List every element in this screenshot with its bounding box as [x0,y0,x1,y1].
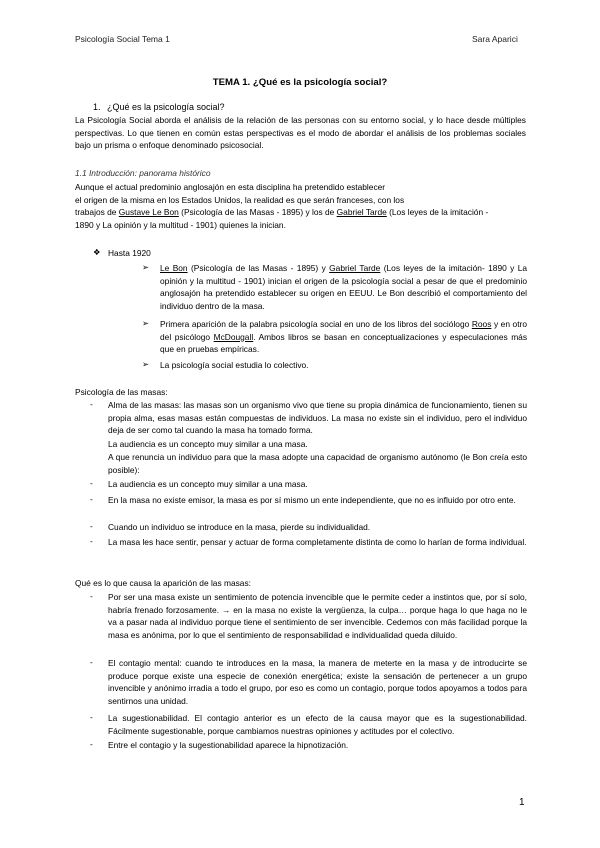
item-text: (Los leyes de la imitación- 1890 y La opinión y la multitud - 1901) inician el origen de la psicología social a pesar de que el predominio anglosajón ha pretendido establecer su origen en EEUU. Le Bon describió el comportamiento del individuo dentro de la masa. [160,263,528,311]
intro-paragraph [75,181,526,231]
intro-heading: 1.1 Introducción: panorama histórico [75,168,211,178]
document-title: TEMA 1. ¿Qué es la psicología social? [212,77,388,88]
header-right: Sara Aparici [472,34,518,44]
intro-line-3 [75,206,526,219]
masas-item-4: La audiencia es un concepto muy similar a una masa. [108,479,308,489]
item-text: . Ambos libros se basan en conceptualizaciones y especulaciones más que en pruebas empíricas. [160,331,528,355]
causa-item-1: Por ser una masa existe un sentimiento de potencia invencible que le permite ceder a instintos que, por sí solo, habría frenado forzosamente. → en la masa no existe la vergüenza, la culpa… porque haga lo que haga no le va a pasar nada al individuo porque tiene el sentimiento de ser invencible. Cedemos con más facilidad porque la masa es anónima, por lo que el sentimiento de responsabilidad e individualidad queda diluido. [108,592,527,640]
hasta-item-3: La psicología social estudia lo colectivo. [160,360,309,370]
le-bon-ref: Le Bon [160,263,188,273]
tarde-ref: Gabriel Tarde [329,263,381,273]
intro-line-4: 1890 y La opinión y la multitud - 1901) quienes la inician. [75,219,286,230]
hasta-item-2 [160,318,527,356]
item-text: y en otro del psicólogo [160,319,527,342]
dash-bullet: - [90,494,93,504]
mcdougall-ref: McDougall [213,331,254,342]
causa-item-4: Entre el contagio y la sugestionabilidad aparece la hipnotización. [108,740,349,750]
tarde-link: Gabriel Tarde [336,207,387,218]
causa-heading: Qué es lo que causa la aparición de las masas: [75,578,251,588]
item-text: Primera aparición de la palabra psicología social en uno de los libros del sociólogo [160,319,472,329]
masas-item-3: A que renuncia un individuo para que la masa adopte una capacidad de organismo autónomo (le Bon creía esto posible): [108,452,527,475]
item-text: (Psicología de las Masas - 1895) y [187,263,330,273]
diamond-bullet-icon: ❖ [93,247,101,257]
dash-bullet: - [90,739,93,749]
dash-bullet: - [90,478,93,488]
masas-item-1: Alma de las masas: las masas son un organismo vivo que tiene su propia dinámica de funcionamiento, tienen su propia alma, esas masas están compuestas de individuos. La masa no existe sin el individuo, pero el individuo deja de ser como tal cuando la masa ha tomado forma. [108,400,527,436]
section-number: 1. [93,102,101,112]
causa-item-2: El contagio mental: cuando te introduces en la masa, la manera de meterte en la masa y de introducirte se produce porque existe una especie de conexión energética; existe la sensación de pertenecer a un grupo invencible y anónimo irradia a todo el grupo, por eso es como un contagio, porque todos apoyamos a todos para sentirnos una unidad. [108,658,527,706]
hasta-label: Hasta 1920 [108,248,151,258]
masas-heading: Psicología de las masas: [75,387,168,397]
dash-bullet: - [90,712,93,722]
intro-line-1: Aunque el actual predominio anglosajón en esta disciplina ha pretendido establecer [75,182,386,192]
le-bon-link: Gustave Le Bon [118,207,179,218]
hasta-item-1 [160,262,527,312]
masas-item-5: En la masa no existe emisor, la masa es por sí mismo un ente independiente, que no es influido por otro ente. [108,495,516,505]
header-left: Psicología Social Tema 1 [75,34,170,44]
arrow-bullet-icon: ➢ [142,262,150,272]
dash-bullet: - [90,399,93,409]
causa-item-3: La sugestionabilidad. El contagio anterior es un efecto de la causa mayor que es la sugestionabilidad. Fácilmente sugestionable, porque cambiamos nuestras opiniones y actitudes por el colectivo. [108,713,527,736]
dash-bullet: - [90,521,93,531]
dash-bullet: - [90,591,93,601]
page-number: 1 [519,797,525,808]
intro-text: (Los leyes de la imitación - [386,207,489,218]
section-heading: ¿Qué es la psicología social? [107,102,225,112]
intro-text: (Psicología de las Masas - 1895) y los de [178,207,337,218]
arrow-bullet-icon: ➢ [142,359,150,369]
section-paragraph: La Psicología Social aborda el análisis de la relación de las personas con su entorno social, y lo hace desde múltiples perspectivas. Lo que tienen en común estas perspectivas es el modo de abordar el análisis de los problemas sociales bajo un prisma o enfoque denominado psicosocial. [75,115,526,151]
masas-item-7: La masa les hace sentir, pensar y actuar de forma completamente distinta de como lo harían de forma individual. [108,537,527,547]
masas-item-6: Cuando un individuo se introduce en la masa, pierde su individualidad. [108,522,371,532]
intro-text: trabajos de [75,207,119,218]
dash-bullet: - [90,657,93,667]
intro-line-2: el origen de la misma en los Estados Unidos, la realidad es que serán franceses, con los [75,194,405,205]
masas-item-2: La audiencia es un concepto muy similar a una masa. [108,439,308,449]
roos-ref: Roos [471,319,492,329]
dash-bullet: - [90,536,93,546]
arrow-bullet-icon: ➢ [142,318,150,328]
